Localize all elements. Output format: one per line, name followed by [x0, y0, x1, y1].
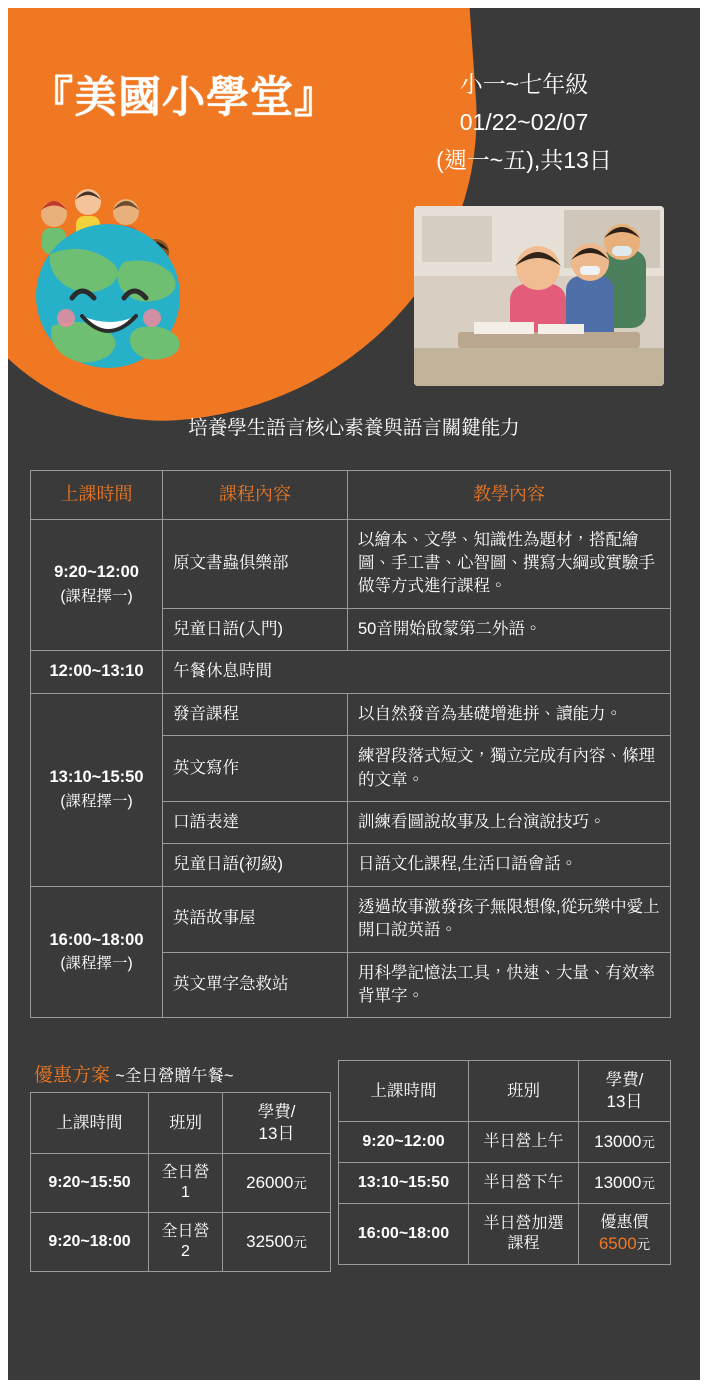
table-row	[31, 886, 671, 952]
promo-class-name: 全日營	[161, 1223, 210, 1241]
promo-class	[149, 1154, 223, 1213]
promo-left-col-fee	[223, 1093, 331, 1154]
poster	[8, 8, 700, 1380]
promo-left-header-row	[31, 1093, 331, 1154]
classroom-photo-svg	[414, 206, 664, 386]
header-info-days: (週一~五),共13日	[436, 146, 612, 173]
col-header-teaching: 教學內容	[348, 471, 671, 520]
promo-title	[34, 1060, 234, 1087]
course-teaching: 以自然發音為基礎增進拼、讀能力。	[348, 693, 671, 735]
time-cell-morning	[31, 519, 163, 651]
promo-time: 13:10~15:50	[339, 1163, 469, 1204]
promo-class-no: 課程	[507, 1235, 540, 1253]
promo-right-col-time: 上課時間	[339, 1061, 469, 1122]
earth-illustration-svg	[20, 176, 220, 376]
course-content: 英文寫作	[163, 736, 348, 802]
page-title: 『美國小學堂』	[30, 74, 338, 122]
header-info-dates: 01/22~02/07	[459, 108, 589, 135]
course-content: 兒童日語(初級)	[163, 844, 348, 886]
course-content: 英語故事屋	[163, 886, 348, 952]
promo-class: 半日營下午	[469, 1163, 579, 1204]
promo-time: 9:20~18:00	[31, 1213, 149, 1272]
promo-row	[339, 1122, 671, 1163]
time-note: (課程擇一)	[60, 587, 133, 605]
promo-row	[339, 1163, 671, 1204]
promo-fee	[579, 1204, 671, 1265]
promo-fee-amount: 32500	[246, 1232, 294, 1252]
course-teaching: 用科學記憶法工具，快速、大量、有效率背單字。	[348, 952, 671, 1018]
course-teaching: 日語文化課程,生活口語會話。	[348, 844, 671, 886]
promo-time: 16:00~18:00	[339, 1204, 469, 1265]
course-teaching: 50音開始啟蒙第二外語。	[348, 608, 671, 650]
header-info	[374, 66, 674, 180]
subtitle: 培養學生語言核心素養與語言關鍵能力	[188, 417, 520, 439]
promo-class-name: 半日營加選	[483, 1215, 564, 1233]
promo-right-col-class: 班別	[469, 1061, 579, 1122]
promo-right-fee-days: 13日	[606, 1091, 643, 1111]
promo-fee-amount: 6500	[598, 1234, 637, 1254]
promo-fee	[579, 1122, 671, 1163]
promo-fee	[223, 1154, 331, 1213]
promo-left-col-time: 上課時間	[31, 1093, 149, 1154]
course-content: 口語表達	[163, 801, 348, 843]
promo-fee-unit: 元	[641, 1135, 655, 1151]
course-teaching: 透過故事激發孩子無限想像,從玩樂中愛上開口說英語。	[348, 886, 671, 952]
time-value: 9:20~12:00	[54, 563, 139, 582]
classroom-photo	[414, 206, 664, 386]
promo-fee-unit: 元	[636, 1237, 651, 1253]
table-row	[31, 519, 671, 608]
course-content: 英文單字急救站	[163, 952, 348, 1018]
promo-left-col-class: 班別	[149, 1093, 223, 1154]
promo-fee	[579, 1163, 671, 1204]
table-header-row	[31, 471, 671, 520]
table-row	[31, 693, 671, 735]
promo-class-no: 2	[181, 1243, 190, 1261]
promo-fee-unit: 元	[293, 1176, 307, 1192]
schedule-table	[30, 470, 671, 1018]
course-content: 發音課程	[163, 693, 348, 735]
promo-fee-unit: 元	[641, 1176, 655, 1192]
col-header-time: 上課時間	[31, 471, 163, 520]
course-teaching: 以繪本、文學、知識性為題材，搭配繪圖、手工書、心智圖、撰寫大綱或實驗手做等方式進行課程。	[348, 519, 671, 608]
promo-fee	[223, 1213, 331, 1272]
promo-class-no: 1	[181, 1184, 190, 1202]
promo-fee-amount: 13000	[594, 1132, 642, 1152]
promo-time: 9:20~12:00	[339, 1122, 469, 1163]
promo-right-fee-label: 學費/	[605, 1071, 644, 1089]
time-value: 13:10~15:50	[49, 768, 144, 787]
promo-table-halfday	[338, 1060, 671, 1265]
promo-class-name: 全日營	[161, 1164, 210, 1182]
course-content: 兒童日語(入門)	[163, 608, 348, 650]
promo-table-fullday	[30, 1092, 331, 1272]
time-cell-afternoon	[31, 693, 163, 886]
col-header-content: 課程內容	[163, 471, 348, 520]
promo-fee-note: 優惠價	[600, 1214, 649, 1232]
promo-left-fee-days: 13日	[258, 1123, 295, 1143]
promo-row	[339, 1204, 671, 1265]
course-content: 原文書蟲俱樂部	[163, 519, 348, 608]
promo-fee-unit: 元	[293, 1235, 307, 1251]
promo-title-main: 優惠方案	[34, 1065, 111, 1086]
promo-class: 半日營上午	[469, 1122, 579, 1163]
promo-row	[31, 1213, 331, 1272]
table-row-lunch	[31, 651, 671, 693]
time-note: (課程擇一)	[60, 792, 133, 810]
promo-time: 9:20~15:50	[31, 1154, 149, 1213]
earth-with-children-icon	[20, 176, 220, 376]
promo-row	[31, 1154, 331, 1213]
promo-right-header-row	[339, 1061, 671, 1122]
time-cell-lunch: 12:00~13:10	[31, 651, 163, 693]
header-info-grade: 小一~七年級	[459, 71, 589, 97]
time-value: 16:00~18:00	[49, 930, 144, 949]
promo-class	[149, 1213, 223, 1272]
promo-fee-amount: 13000	[594, 1173, 642, 1193]
time-note: (課程擇一)	[60, 955, 133, 973]
course-teaching: 訓練看圖說故事及上台演說技巧。	[348, 801, 671, 843]
promo-fee-amount: 26000	[246, 1173, 294, 1193]
promo-title-sub: ~全日營贈午餐~	[115, 1067, 234, 1085]
time-cell-evening	[31, 886, 163, 1018]
lunch-label: 午餐休息時間	[163, 651, 671, 693]
promo-left-fee-label: 學費/	[257, 1103, 296, 1121]
promo-right-col-fee	[579, 1061, 671, 1122]
course-teaching: 練習段落式短文，獨立完成有內容、條理的文章。	[348, 736, 671, 802]
promo-class	[469, 1204, 579, 1265]
